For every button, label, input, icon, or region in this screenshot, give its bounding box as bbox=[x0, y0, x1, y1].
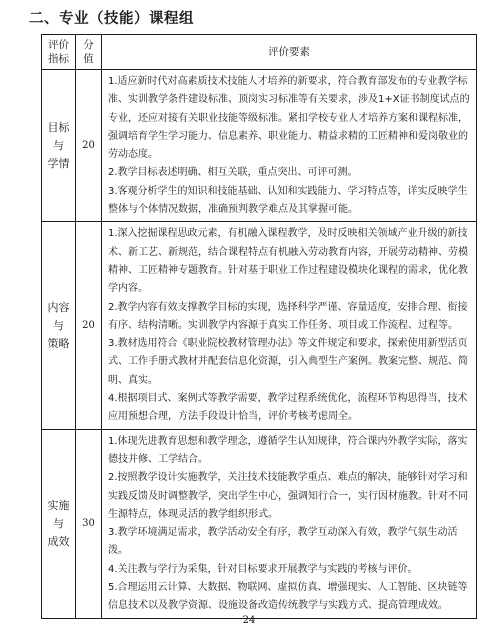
requirement-item: 3.客观分析学生的知识和技能基础、认知和实践能力、学习特点等，详实反映学生整体与个体情况数据，准确预判教学难点及其掌握可能。 bbox=[108, 185, 468, 216]
page-number: 24 bbox=[242, 615, 256, 626]
table-row-content bbox=[42, 222, 477, 429]
indicator-line: 内容 bbox=[47, 300, 70, 314]
indicator-goals bbox=[42, 70, 76, 222]
requirements-content bbox=[102, 222, 477, 429]
header-score-line1: 分 bbox=[83, 39, 94, 51]
header-score-line2: 值 bbox=[83, 53, 94, 65]
indicator-line: 与 bbox=[53, 318, 64, 332]
requirement-item: 5.合理运用云计算、大数据、物联网、虚拟仿真、增强现实、人工智能、区块链等信息技术以及教学资源、设施设备改造传统教学与实践方式、提高管理成效。 bbox=[108, 582, 468, 612]
indicator-line: 成效 bbox=[47, 534, 70, 548]
requirement-item: 4.根据项目式、案例式等教学需要，教学过程系统优化，流程环节构思得当，技术应用预想合理，方法手段设计恰当，评价考核考虑周全。 bbox=[108, 393, 468, 423]
section-title: 二、专业（技能）课程组 bbox=[29, 11, 194, 27]
requirements-goals bbox=[102, 70, 477, 222]
indicator-implementation bbox=[42, 429, 76, 618]
requirement-item: 2.教学目标表述明确、相互关联，重点突出、可评可测。 bbox=[108, 167, 358, 179]
indicator-line: 策略 bbox=[47, 336, 70, 350]
indicator-line: 与 bbox=[53, 516, 64, 530]
requirement-item: 3.教材选用符合《职业院校教材管理办法》等文件规定和要求，探索使用新型活页式、工作手册式教材并配套信息化资源，引入典型生产案例。教案完整、规范、简明、真实。 bbox=[108, 338, 468, 386]
requirement-item: 1.适应新时代对高素质技术技能人才培养的新要求，符合教育部发布的专业教学标准、实训教学条件建设标准、顶岗实习标准等有关要求，涉及1+X证书制度试点的专业，还应对接有关职业技能等级标准。紧扣学校专业人才培养方案和课程标准，强调培育学生学习能力、信息素养、职业能力、精益求精的工匠精神和爱岗敬业的劳动态度。 bbox=[108, 76, 470, 161]
score-implementation: 30 bbox=[76, 429, 102, 618]
indicator-line: 实施 bbox=[47, 498, 70, 512]
requirement-item: 2.按照教学设计实施教学，关注技术技能教学重点、难点的解决，能够针对学习和实践反馈及时调整教学，突出学生中心，强调知行合一，实行因材施教。针对不同生源特点，体现灵活的教学组织形式。 bbox=[108, 472, 468, 520]
requirement-item: 1.深入挖掘课程思政元素，有机融入课程教学，及时反映相关领域产业升级的新技术、新工艺、新规范，结合课程特点有机融入劳动教育内容，开展劳动精神、劳模精神、工匠精神专题教育。针对基于职业工作过程建设模块化课程的需求，优化教学内容。 bbox=[108, 228, 468, 295]
header-indicator bbox=[42, 35, 76, 70]
header-indicator-line2: 指标 bbox=[48, 53, 69, 65]
header-score bbox=[76, 35, 102, 70]
requirement-item: 1.体现先进教育思想和教学理念，遵循学生认知规律，符合课内外教学实际，落实德技并修、工学结合。 bbox=[108, 435, 468, 465]
header-requirements: 评价要素 bbox=[102, 35, 477, 70]
indicator-line: 与 bbox=[53, 138, 64, 152]
requirement-item: 2.教学内容有效支撑教学目标的实现，选择科学严谨、容量适度，安排合理、衔接有序、结构清晰。实训教学内容源于真实工作任务、项目或工作流程、过程等。 bbox=[108, 301, 468, 331]
requirement-item: 4.关注教与学行为采集，针对目标要求开展教学与实践的考核与评价。 bbox=[108, 563, 418, 575]
requirements-implementation bbox=[102, 429, 477, 618]
table-row-implementation bbox=[42, 429, 477, 618]
evaluation-table bbox=[41, 34, 477, 619]
indicator-content bbox=[42, 222, 76, 429]
indicator-line: 学情 bbox=[47, 156, 70, 170]
indicator-line: 目标 bbox=[47, 120, 70, 134]
table-row-goals bbox=[42, 70, 477, 222]
header-indicator-line1: 评价 bbox=[48, 39, 69, 51]
score-content: 20 bbox=[76, 222, 102, 429]
score-goals: 20 bbox=[76, 70, 102, 222]
requirement-item: 3.教学环境满足需求，教学活动安全有序，教学互动深入有效，教学气氛生动活泼。 bbox=[108, 527, 458, 557]
table-header-row bbox=[42, 35, 477, 70]
